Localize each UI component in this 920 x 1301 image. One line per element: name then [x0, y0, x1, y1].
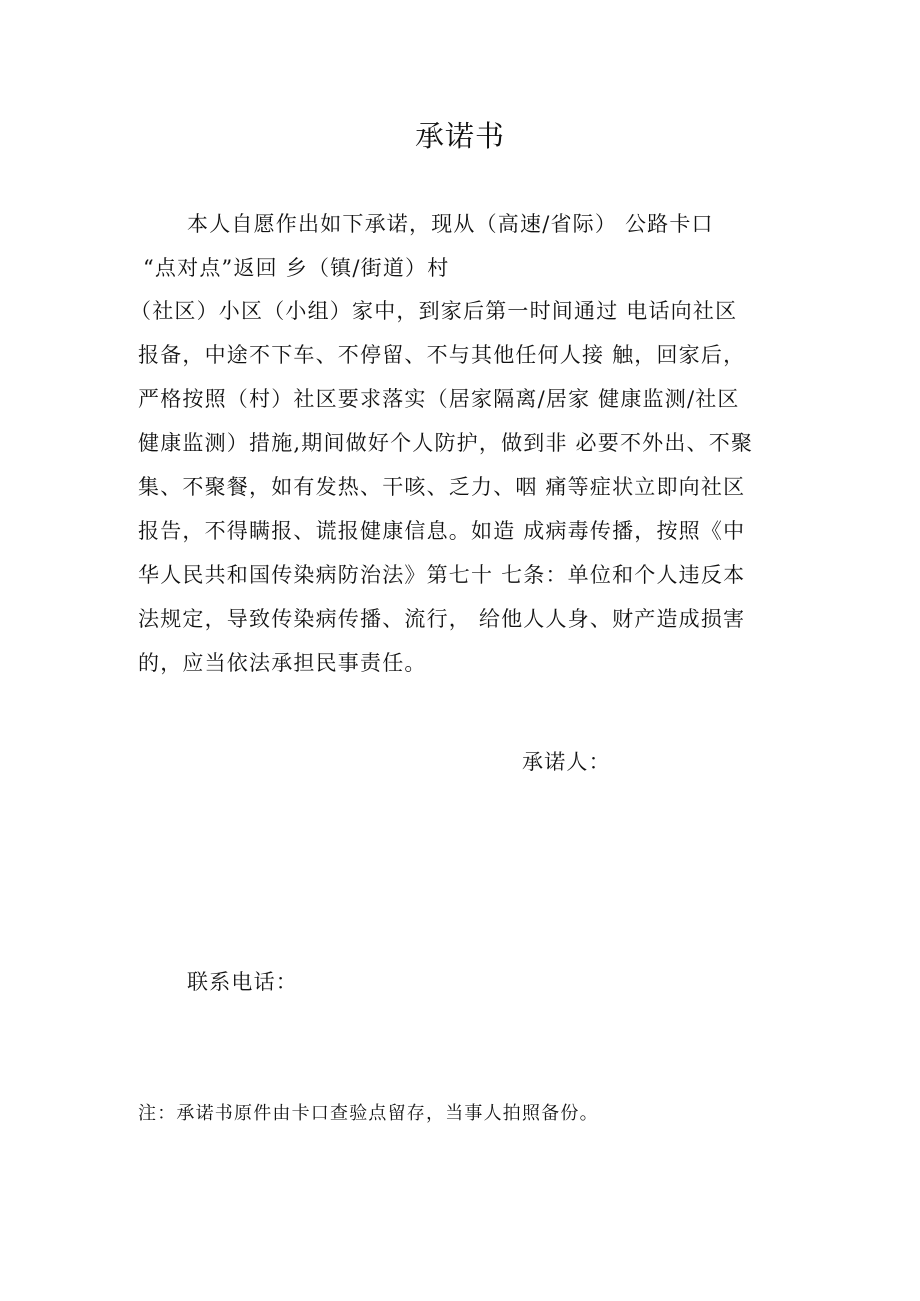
paragraph-line: 报备，中途不下车、不停留、不与其他任何人接 触，回家后，	[138, 343, 746, 367]
phone-label: 联系电话：	[187, 970, 298, 994]
signer-label: 承诺人：	[522, 750, 611, 774]
paragraph-line: 华人民共和国传染病防治法》第七十 七条：单位和个人违反本	[138, 563, 746, 587]
paragraph-line: 严格按照（村）社区要求落实（居家隔离/居家 健康监测/社区	[138, 387, 740, 411]
paragraph-line: 的，应当依法承担民事责任。	[138, 651, 427, 675]
footnote: 注：承诺书原件由卡口查验点留存，当事人拍照备份。	[138, 1103, 599, 1124]
paragraph-line: 本人自愿作出如下承诺，现从（高速/省际） 公路卡口	[187, 212, 714, 236]
paragraph-line: 健康监测）措施,期间做好个人防护，做到非 必要不外出、不聚	[138, 431, 754, 455]
document-title: 承诺书	[414, 119, 505, 153]
paragraph-line: （社区）小区（小组）家中，到家后第一时间通过 电话向社区	[130, 299, 738, 323]
paragraph-line: 报告，不得瞒报、谎报健康信息。如造 成病毒传播，按照《中	[138, 519, 746, 543]
paragraph-line: 集、不聚餐，如有发热、干咳、乏力、咽 痛等症状立即向社区	[138, 475, 746, 499]
paragraph-line: 法规定，导致传染病传播、流行， 给他人人身、财产造成损害	[138, 607, 746, 631]
paragraph-line: “点对点”返回 乡（镇/街道）村	[143, 256, 450, 280]
